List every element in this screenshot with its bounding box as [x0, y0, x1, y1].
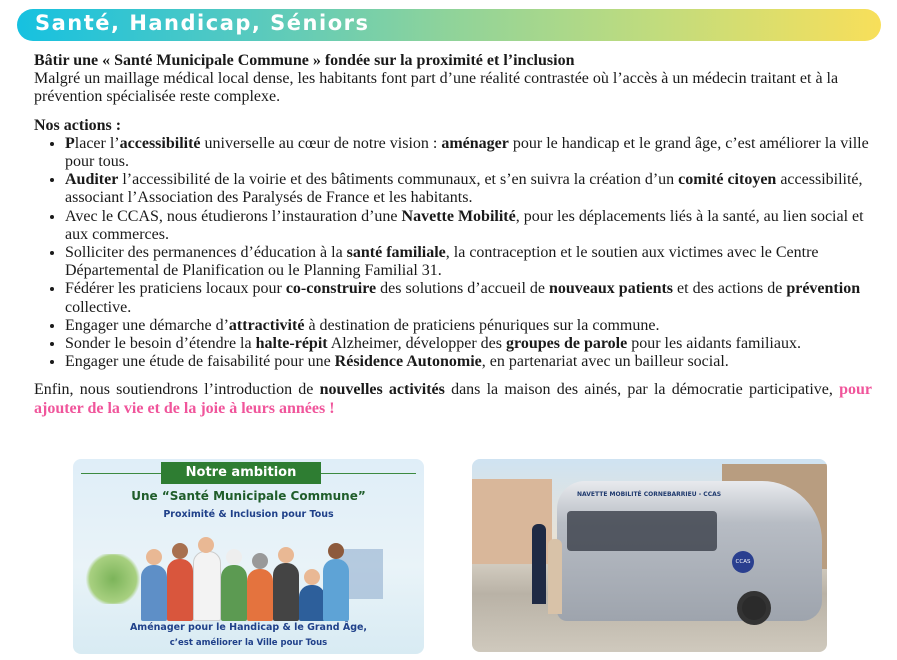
section-header-banner [17, 9, 881, 41]
action-item [65, 280, 872, 316]
text-segment: , en partenariat avec un bailleur social. [481, 353, 729, 371]
bold-text: accessibilité [119, 134, 201, 152]
van-label: NAVETTE MOBILITÉ CORNEBARRIEU - CCAS [577, 491, 722, 498]
conclusion-paragraph [34, 381, 872, 417]
ambition-line-4: c’est améliorer la Ville pour Tous [169, 638, 328, 648]
section-title: Santé, Handicap, Séniors [35, 11, 370, 35]
bold-text: prévention [786, 280, 861, 298]
bold-text: Résidence Autonomie [334, 353, 482, 371]
actions-title: Nos actions : [34, 116, 122, 134]
bold-text: Auditer [65, 171, 119, 189]
highlight-text: pour ajouter de la vie et de la joie à leurs années ! [34, 381, 873, 417]
text-segment: lacer l’ [74, 134, 120, 152]
ambition-line-2: Proximité & Inclusion pour Tous [163, 509, 334, 520]
text-segment: Engager une étude de faisabilité pour une [65, 353, 335, 371]
text-segment: universelle au cœur de notre vision : [200, 134, 442, 152]
bold-text: nouvelles activités [319, 381, 445, 399]
text-segment: , la contraception et le soutien aux victimes avec le Centre Départemental de Planification ou le Planning Familial 31. [65, 244, 819, 280]
ccas-logo: CCAS [732, 551, 754, 573]
navette-photo [472, 459, 827, 652]
text-segment: Sonder le besoin d’étendre la [65, 335, 256, 353]
action-item [65, 171, 872, 207]
bold-text: Navette Mobilité [401, 207, 516, 225]
text-segment: à destination de praticiens pénuriques sur la commune. [304, 316, 660, 334]
action-item [65, 353, 872, 371]
text-segment: Engager une démarche d’ [65, 316, 229, 334]
text-segment: dans la maison des ainés, par la démocratie participative, [444, 381, 840, 399]
action-item [65, 317, 872, 335]
bold-text: halte-répit [255, 335, 328, 353]
text-segment: Fédérer les praticiens locaux pour [65, 280, 286, 298]
bold-text: attractivité [228, 316, 305, 334]
intro-text: Malgré un maillage médical local dense, les habitants font part d’une réalité contrastée où l’accès à un médecin traitant et à la prévention spécialisée reste complexe. [34, 70, 839, 106]
text-segment: l’accessibilité de la voirie et des bâtiments communaux, et s’en suivra la création d’un [118, 171, 679, 189]
bold-text: nouveaux patients [549, 280, 674, 298]
text-segment: et des actions de [673, 280, 787, 298]
text-segment: Alzheimer, développer des [327, 335, 506, 353]
section-content [34, 52, 872, 418]
text-segment: collective. [65, 298, 132, 316]
ambition-ribbon: Notre ambition [161, 462, 321, 484]
shuttle-van [557, 481, 822, 621]
bold-text: santé familiale [346, 244, 446, 262]
ambition-illustration [73, 459, 424, 654]
action-item [65, 335, 872, 353]
action-item [65, 208, 872, 244]
ambition-line-3: Aménager pour le Handicap & le Grand Âge, [129, 622, 368, 633]
text-segment: Avec le CCAS, nous étudierons l’instauration d’une [65, 207, 402, 225]
text-segment: des solutions d’accueil de [376, 280, 549, 298]
bold-text: P [65, 134, 75, 152]
bold-text: comité citoyen [678, 171, 777, 189]
text-segment: accessibilité, associant l’Association des Paralysés de France et les habitants. [65, 171, 863, 207]
bold-text: co-construire [285, 280, 377, 298]
text-segment: pour le handicap et le grand âge, c’est améliorer la ville pour tous. [65, 134, 869, 171]
action-item [65, 135, 872, 171]
text-segment: Enfin, nous soutiendrons l’introduction de [34, 381, 320, 399]
ambition-line-1: Une “Santé Municipale Commune” [131, 489, 366, 503]
bold-text: groupes de parole [506, 335, 628, 353]
text-segment: Solliciter des permanences d’éducation à la [65, 244, 347, 262]
action-item [65, 244, 872, 280]
illustrated-people [141, 539, 351, 621]
intro-heading: Bâtir une « Santé Municipale Commune » fondée sur la proximité et l’inclusion [34, 52, 575, 69]
bold-text: aménager [441, 134, 509, 152]
text-segment: pour les aidants familiaux. [627, 335, 801, 353]
text-segment: , pour les déplacements liés à la santé, au lien social et aux commerces. [65, 207, 864, 243]
actions-list [34, 135, 872, 372]
